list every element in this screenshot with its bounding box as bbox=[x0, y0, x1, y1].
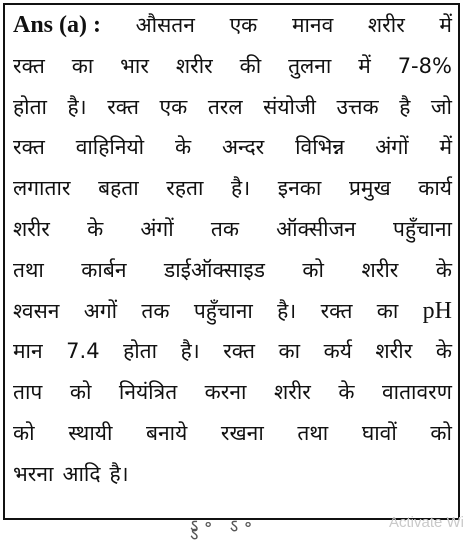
answer-word: जो bbox=[430, 94, 452, 119]
answer-word: कार्य bbox=[418, 176, 452, 201]
answer-word: भार bbox=[120, 53, 149, 78]
answer-word: ताप bbox=[13, 380, 43, 405]
cropped-text-fragment: ऽ॰ ऽ॰ ऽ bbox=[190, 516, 258, 545]
answer-word: औसतन bbox=[135, 13, 195, 37]
answer-word: है bbox=[399, 94, 411, 119]
answer-word: स्थायी bbox=[68, 420, 113, 445]
answer-word: रक्त bbox=[107, 94, 140, 119]
answer-word: है। bbox=[180, 339, 200, 364]
answer-word: ऑक्सीजन bbox=[276, 216, 356, 241]
answer-word: का bbox=[376, 298, 399, 323]
answer-line bbox=[13, 215, 452, 256]
answer-word: का bbox=[278, 339, 301, 364]
answer-word: संयोजी bbox=[263, 94, 316, 119]
answer-word: मानव bbox=[291, 13, 334, 37]
answer-word: एक bbox=[229, 13, 258, 37]
answer-word: में bbox=[358, 53, 371, 78]
answer-word: के bbox=[174, 135, 192, 160]
answer-word: शरीर bbox=[375, 339, 413, 364]
answer-word: के bbox=[338, 380, 355, 405]
answer-word: तथा bbox=[297, 420, 329, 445]
answer-word: तक bbox=[210, 216, 239, 241]
answer-word: शरीर bbox=[13, 216, 50, 241]
answer-word: कार्बन bbox=[81, 257, 127, 282]
activation-watermark: Activate Wi bbox=[388, 514, 464, 531]
answer-word: विभिन्न bbox=[295, 135, 345, 160]
answer-word: होता bbox=[123, 339, 158, 364]
answer-word: है। bbox=[231, 176, 251, 201]
answer-word: डाईऑक्साइड bbox=[163, 257, 265, 282]
answer-line bbox=[13, 460, 452, 501]
answer-line bbox=[13, 52, 452, 93]
answer-word: रहता bbox=[166, 176, 204, 201]
answer-word: बनाये bbox=[146, 420, 188, 445]
answer-word: इनका bbox=[277, 176, 322, 201]
answer-word: अगों bbox=[83, 298, 118, 323]
answer-word: है। bbox=[67, 94, 87, 119]
answer-word: को bbox=[430, 420, 452, 445]
answer-line bbox=[13, 174, 452, 215]
answer-word: वातावरण bbox=[381, 380, 452, 405]
answer-line bbox=[13, 419, 452, 460]
answer-line bbox=[13, 11, 452, 52]
answer-word: रक्त bbox=[320, 298, 353, 323]
answer-word: अंगों bbox=[140, 216, 174, 241]
answer-line bbox=[13, 378, 452, 419]
answer-word: शरीर bbox=[367, 13, 405, 37]
answer-word: तक bbox=[141, 298, 170, 323]
answer-line bbox=[13, 133, 452, 174]
answer-line bbox=[13, 93, 452, 134]
answer-word: रक्त bbox=[223, 339, 256, 364]
answer-word: अन्दर bbox=[221, 135, 265, 160]
answer-word: के bbox=[435, 257, 452, 282]
answer-word: प्रमुख bbox=[348, 176, 391, 201]
answer-word: बहता bbox=[98, 176, 139, 201]
answer-word: शरीर bbox=[361, 257, 399, 282]
answer-word: पहुँचाना bbox=[393, 216, 452, 241]
answer-word: उत्तक bbox=[336, 94, 379, 119]
answer-word: वाहिनियो bbox=[75, 135, 145, 160]
answer-word: भरना bbox=[13, 461, 54, 486]
answer-word: अंगों bbox=[375, 135, 409, 160]
answer-word: नियंत्रित bbox=[118, 380, 178, 405]
answer-line bbox=[13, 256, 452, 297]
answer-word: है। bbox=[277, 298, 297, 323]
answer-word: रखना bbox=[220, 420, 264, 445]
answer-word: श्वसन bbox=[13, 298, 60, 323]
answer-word: कर्य bbox=[323, 339, 352, 364]
answer-word: शरीर bbox=[175, 53, 213, 78]
answer-word: शरीर bbox=[273, 380, 311, 405]
answer-word: का bbox=[71, 53, 94, 78]
answer-word: है। bbox=[109, 461, 129, 486]
answer-word: को bbox=[302, 257, 324, 282]
answer-word: 7.4 bbox=[66, 339, 100, 364]
answer-word: करना bbox=[204, 380, 247, 405]
answer-word: लगातार bbox=[13, 176, 71, 201]
answer-word: पहुँचाना bbox=[193, 298, 253, 323]
answer-label: Ans (a) : bbox=[13, 12, 101, 38]
answer-word: में bbox=[439, 13, 452, 37]
answer-word: के bbox=[435, 339, 452, 364]
answer-word: के bbox=[87, 216, 104, 241]
answer-word: तुलना bbox=[288, 53, 332, 78]
answer-line bbox=[13, 297, 452, 338]
answer-word: घावों bbox=[361, 420, 397, 445]
answer-line bbox=[13, 337, 452, 378]
answer-word: रक्त bbox=[13, 53, 45, 78]
answer-word: तथा bbox=[13, 257, 44, 282]
answer-word: को bbox=[69, 380, 92, 405]
answer-word: को bbox=[13, 420, 35, 445]
answer-word: आदि bbox=[62, 461, 101, 486]
answer-word: एक bbox=[159, 94, 188, 119]
answer-word: pH bbox=[422, 297, 452, 324]
answer-word: की bbox=[239, 53, 262, 78]
answer-word: तरल bbox=[207, 94, 243, 119]
answer-word: 7-8% bbox=[397, 53, 452, 78]
answer-word: में bbox=[439, 135, 452, 160]
answer-box bbox=[3, 3, 460, 520]
answer-word: मान bbox=[13, 339, 43, 364]
answer-word: रक्त bbox=[13, 135, 45, 160]
answer-word: होता bbox=[13, 94, 47, 119]
